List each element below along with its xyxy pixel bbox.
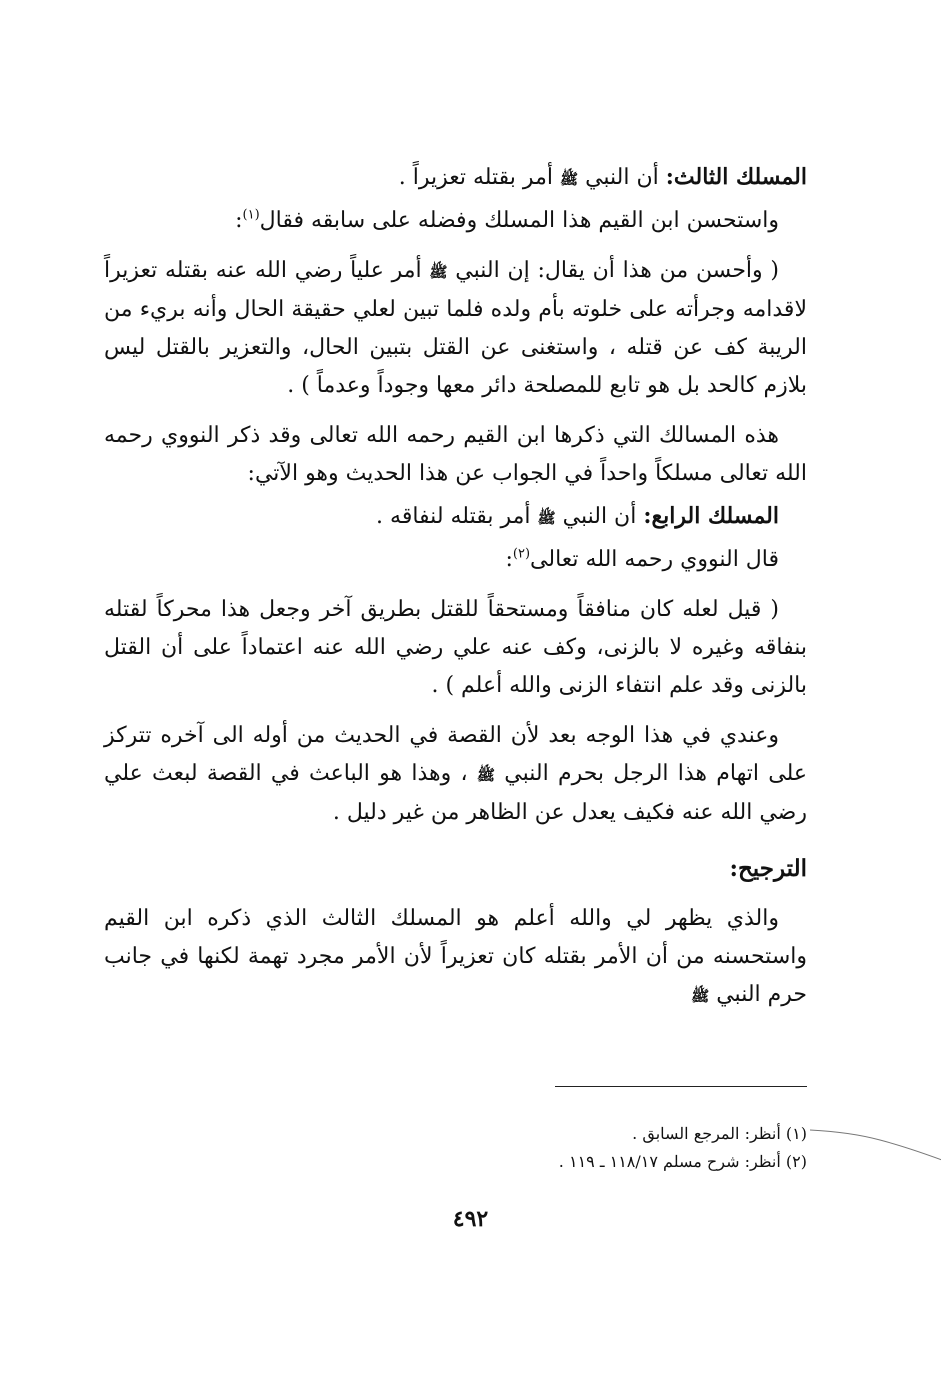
paragraph-nawawi-intro: هذه المسالك التي ذكرها ابن القيم رحمه الله تعالى وقد ذكر النووي رحمه الله تعالى مسلكاً واحداً في الجواب عن هذا الحديث وهو الآتي: [104, 423, 807, 486]
path-four-label: المسلك الرابع: [643, 503, 779, 529]
paragraph-nawawi-quote: ( قيل لعله كان منافقاً ومستحقاً للقتل بطريق آخر وجعل هذا محركاً لقتله بنفاقه وغيره لا بالزنى، وكف عنه علي رضي الله عنه اعتماداً على أن القتل بالزنى وقد علم انتفاء الزنى والله أعلم ) . [104, 597, 807, 698]
body-text [104, 158, 807, 1015]
paragraph-path-four: المسلك الرابع: أن النبي ﷺ أمر بقتله لنفاقه . [376, 503, 779, 529]
pencil-mark [810, 1118, 941, 1168]
footnotes [300, 1120, 807, 1176]
paragraph-author-view: وعندي في هذا الوجه بعد لأن القصة في الحديث من أوله الى آخره تتركز على اتهام هذا الرجل بحرم النبي ﷺ ، وهذا هو الباعث في القصة لبعث علي رضي الله عنه فكيف يعدل عن الظاهر من غير دليل . [104, 723, 807, 825]
paragraph-ibn-qayyim-quote: ( وأحسن من هذا أن يقال: إن النبي ﷺ أمر علياً رضي الله عنه بقتله تعزيراً لاقدامه وجرأته على خلوته بأم ولده فلما تبين لعلي حقيقة الحال وأنه بريء من الريبة كف عن قتله ، واستغنى عن القتل بتبين الحال، والتعزير بالقتل ليس بلازم كالحد بل هو تابع للمصلحة دائر معها وجوداً وعدماً ) . [104, 258, 807, 398]
salutation-glyph: ﷺ [476, 766, 496, 784]
footnote-divider [555, 1086, 807, 1087]
salutation-glyph: ﷺ [559, 170, 579, 188]
footnote-2: (٢) أنظر: شرح مسلم ١١٨/١٧ ـ ١١٩ . [558, 1152, 807, 1171]
page-number: ٤٩٢ [452, 1206, 489, 1232]
salutation-glyph: ﷺ [537, 509, 556, 527]
paragraph-conclusion: والذي يظهر لي والله أعلم هو المسلك الثالث الذي ذكره ابن القيم واستحسنه من أن الأمر بقتله كان تعزيراً لأن الأمر مجرد تهمة لكنها في جانب حرم النبي ﷺ [104, 906, 807, 1007]
paragraph-nawawi-said: قال النووي رحمه الله تعالى$^{(٢)}$: [505, 546, 779, 572]
section-heading-tarjih: الترجيح: [729, 855, 807, 882]
salutation-glyph: ﷺ [429, 263, 448, 281]
footnote-ref-1: (١) [242, 207, 260, 223]
paragraph-ibn-qayyim-intro: واستحسن ابن القيم هذا المسلك وفضله على سابقه فقال$^{(١)}$: [235, 207, 779, 233]
paragraph-path-three: المسلك الثالث: أن النبي ﷺ أمر بقتله تعزيراً . [398, 164, 807, 190]
footnote-1: (١) أنظر: المرجع السابق . [632, 1124, 807, 1143]
path-three-label: المسلك الثالث: [665, 164, 807, 190]
footnote-ref-2: (٢) [512, 546, 531, 562]
salutation-glyph: ﷺ [691, 987, 710, 1005]
